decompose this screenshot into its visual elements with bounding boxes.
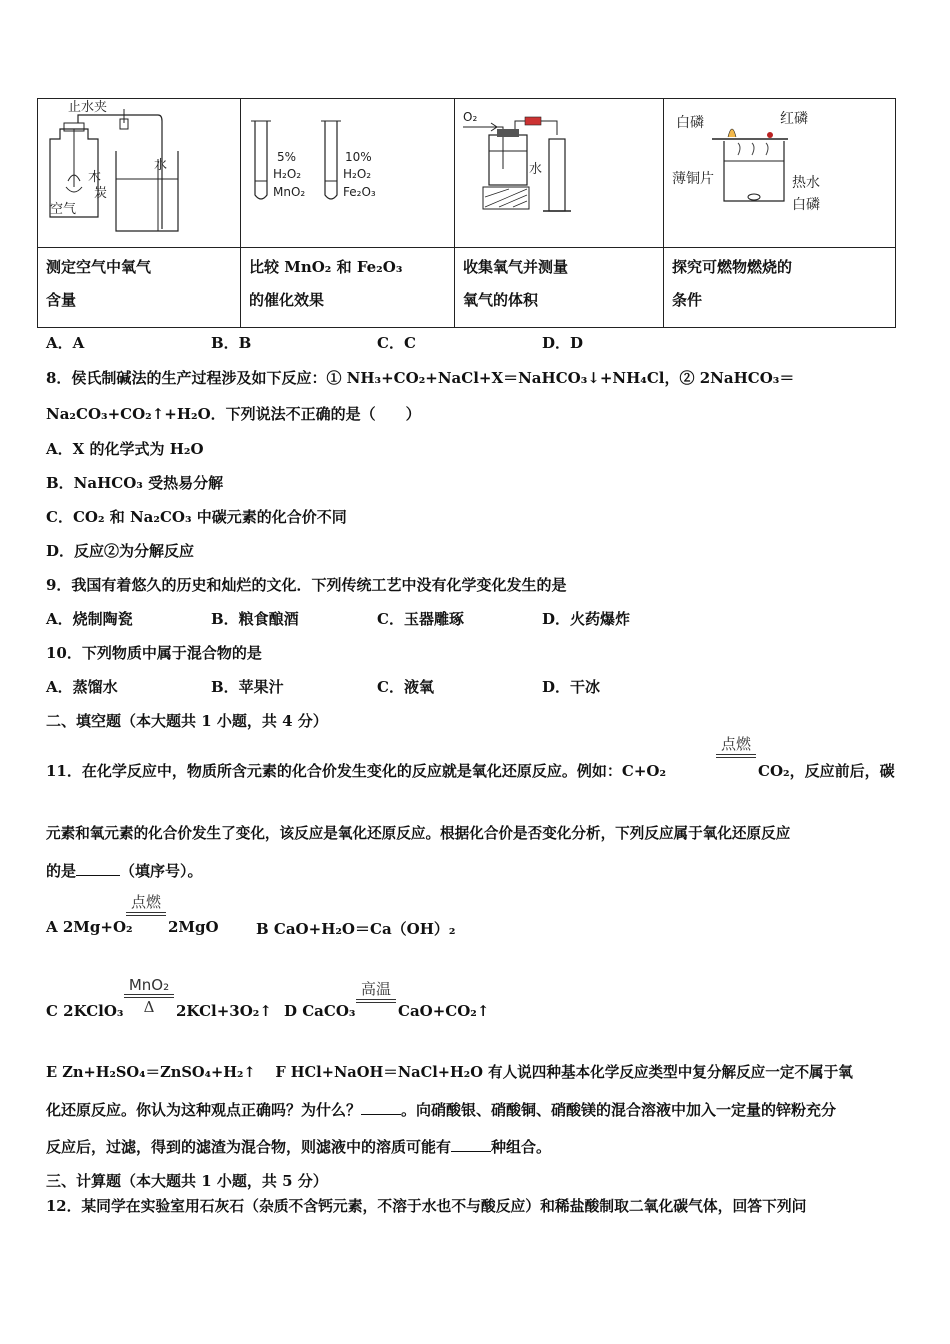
- q11-line-f: 化还原反应。你认为这种观点正确吗？为什么？ 。向硝酸银、硝酸铜、硝酸镁的混合溶液中加入一定量的锌粉充分: [46, 1101, 837, 1119]
- q7-option-c: C．C: [377, 334, 416, 352]
- caption-3: 收集氧气并测量 氧气的体积: [463, 258, 569, 309]
- q9-option-b: B．粮食酿酒: [211, 610, 299, 628]
- q11-line1-b: CO₂，反应前后，碳: [758, 762, 895, 780]
- q11-condition-ignite: 点燃: [716, 733, 756, 758]
- q8-option-c: C．CO₂ 和 Na₂CO₃ 中碳元素的化合价不同: [46, 508, 347, 526]
- caption-2: 比较 MnO₂ 和 Fe₂O₃ 的催化效果: [249, 258, 403, 309]
- label-10pct: 10%: [345, 150, 372, 164]
- q10-stem: 10．下列物质中属于混合物的是: [46, 644, 262, 662]
- q10-option-c: C．液氧: [377, 678, 434, 696]
- reaction-c-right: 2KCl+3O₂↑: [176, 1002, 272, 1020]
- q9-stem: 9．我国有着悠久的历史和灿烂的文化．下列传统工艺中没有化学变化发生的是: [46, 576, 567, 594]
- label-water: 水: [154, 158, 168, 173]
- label-air: 空气: [50, 202, 77, 217]
- q7-option-a: A．A: [46, 334, 85, 352]
- diagram-catalyst: [241, 99, 454, 247]
- label-mno2: MnO₂: [273, 185, 306, 199]
- q11-line2: 元素和氧元素的化合价发生了变化，该反应是氧化还原反应。根据化合价是否变化分析，下列反应属于氧化还原反应: [46, 825, 791, 842]
- label-white-phosphorus-2: 白磷: [792, 197, 820, 213]
- q11-line3: 的是 （填序号）。: [46, 862, 203, 880]
- q8-option-d: D．反应②为分解反应: [46, 542, 195, 560]
- diagram-collect-oxygen: [455, 99, 663, 247]
- q8-stem-line2: Na₂CO₃+CO₂↑+H₂O．下列说法不正确的是（ ）: [46, 405, 421, 423]
- q10-option-b: B．苹果汁: [211, 678, 284, 696]
- q11-line-g: 反应后，过滤，得到的滤渣为混合物，则滤液中的溶质可能有 种组合。: [46, 1138, 552, 1156]
- reaction-b: B CaO+H₂O＝Ca（OH）₂: [256, 920, 456, 938]
- q9-option-d: D．火药爆炸: [542, 610, 631, 628]
- q10-option-a: A．蒸馏水: [46, 678, 118, 696]
- q10-option-d: D．干冰: [542, 678, 601, 696]
- reaction-d-left: D CaCO₃: [284, 1002, 356, 1020]
- q9-option-a: A．烧制陶瓷: [46, 610, 133, 628]
- label-water-3: 水: [529, 162, 543, 177]
- section-calculation-title: 三、计算题（本大题共 1 小题，共 5 分）: [46, 1172, 328, 1190]
- diagram-combustion: [664, 99, 896, 247]
- reaction-d-condition: 高温: [356, 978, 396, 1003]
- label-5pct: 5%: [277, 150, 297, 164]
- q8-option-b: B．NaHCO₃ 受热易分解: [46, 474, 224, 492]
- diagram-air-oxygen: [38, 99, 240, 247]
- caption-1: 测定空气中氧气 含量: [46, 258, 152, 309]
- q7-option-b: B．B: [211, 334, 252, 352]
- caption-4: 探究可燃物燃烧的 条件: [672, 258, 793, 309]
- q9-option-c: C．玉器雕琢: [377, 610, 464, 628]
- q8-option-a: A．X 的化学式为 H₂O: [46, 440, 204, 458]
- label-o2: O₂: [463, 110, 478, 124]
- label-h2o2-2: H₂O₂: [343, 167, 372, 181]
- label-copper: 薄铜片: [672, 171, 714, 187]
- label-red-phosphorus: 红磷: [780, 111, 808, 127]
- reaction-d-right: CaO+CO₂↑: [398, 1002, 490, 1020]
- q12-stem: 12．某同学在实验室用石灰石（杂质不含钙元素，不溶于水也不与酸反应）和稀盐酸制取二氧化碳气体，回答下列问: [46, 1198, 807, 1215]
- label-hot-water: 热水: [792, 175, 820, 191]
- reaction-a-right: 2MgO: [168, 918, 219, 936]
- label-h2o2-1: H₂O₂: [273, 167, 302, 181]
- q11-line-e: E Zn+H₂SO₄＝ZnSO₄+H₂↑ F HCl+NaOH＝NaCl+H₂O 有人说四种基本化学反应类型中复分解反应一定不属于氧: [46, 1064, 853, 1081]
- label-white-phosphorus: 白磷: [676, 115, 704, 131]
- q8-stem-line1: 8．侯氏制碱法的生产过程涉及如下反应：① NH₃+CO₂+NaCl+X＝NaHCO₃↓+NH₄Cl，② 2NaHCO₃＝: [46, 369, 795, 387]
- label-fe2o3: Fe₂O₃: [343, 185, 376, 199]
- reaction-a-condition: 点燃: [126, 891, 166, 916]
- reaction-a-left: A 2Mg+O₂: [46, 918, 133, 936]
- section-fill-in-title: 二、填空题（本大题共 1 小题，共 4 分）: [46, 712, 328, 730]
- q11-line1-a: 11．在化学反应中，物质所含元素的化合价发生变化的反应就是氧化还原反应。例如：C+O₂: [46, 762, 667, 780]
- reaction-c-left: C 2KClO₃: [46, 1002, 124, 1020]
- label-charcoal-2: 炭: [94, 186, 108, 201]
- label-stopcock: 止水夹: [68, 100, 108, 115]
- reaction-c-condition: MnO₂ Δ: [124, 976, 174, 1016]
- label-charcoal-1: 木: [88, 170, 102, 185]
- table-divider: [38, 247, 895, 248]
- q7-option-d: D．D: [542, 334, 584, 352]
- experiment-table: [37, 98, 896, 328]
